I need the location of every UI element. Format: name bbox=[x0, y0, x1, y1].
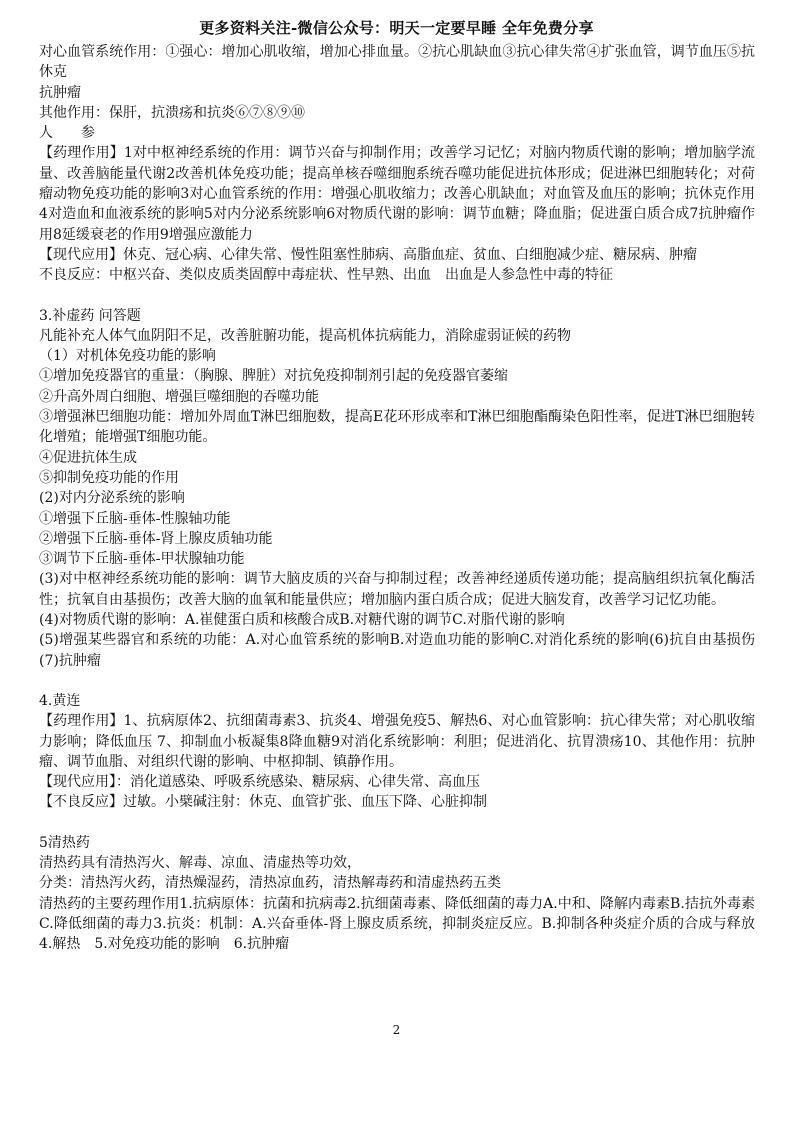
paragraph-gap bbox=[39, 813, 755, 833]
text-line: ③增强淋巴细胞功能：增加外周血T淋巴细胞数，提高E花环形成率和T淋巴细胞酯酶染色阳性率，促进T淋巴细胞转化增殖；能增强T细胞功能。 bbox=[39, 409, 755, 446]
text-line: 【药理作用】1、抗病原体2、抗细菌毒素3、抗炎4、增强免疫5、解热6、对心血管影响：抗心律失常；对心肌收缩力影响；降低血压 7、抑制血小板凝集8降血糖9对消化系统影响：利胆；促进消化、抗胃溃疡10、其他作用：抗肿瘤、调节血脂、对组织代谢的影响、中枢抑制、镇静作用。 bbox=[39, 713, 755, 770]
text-line: 对心血管系统作用：①强心：增加心肌收缩，增加心排血量。②抗心肌缺血③抗心律失常④扩张血管，调节血压⑤抗休克 bbox=[39, 44, 755, 81]
text-line: ④促进抗体生成 bbox=[39, 449, 137, 466]
text-line: 【药理作用】1对中枢神经系统的作用：调节兴奋与抑制作用；改善学习记忆；对脑内物质代谢的影响；增加脑学流量、改善脑能量代谢2改善机体免疫功能；提高单核吞噬细胞系统吞噬功能促进抗体形成；促进淋巴细胞转化；对荷瘤动物免疫功能的影响3对心血管系统的作用：增强心肌收缩力；改善心肌缺血；对血管及血压的影响；抗休克作用4对造血和血液系统的影响5对内分泌系统影响6对物质代谢的影响：调节血糖；降血脂；促进蛋白质合成7抗肿瘤作用8延缓衰老的作用9增强应激能力 bbox=[39, 145, 755, 243]
text-line: 4.黄连 bbox=[39, 692, 81, 709]
page-number: 2 bbox=[392, 1023, 401, 1037]
text-line: 3.补虚药 问答题 bbox=[39, 307, 141, 324]
paragraph-gap bbox=[39, 286, 755, 306]
text-line: 分类：清热泻火药，清热燥湿药，清热凉血药，清热解毒药和清虚热药五类 bbox=[39, 875, 501, 892]
text-line: (2)对内分泌系统的影响 bbox=[39, 490, 185, 507]
text-line: 【现代应用】：消化道感染、呼吸系统感染、糖尿病、心律失常、高血压 bbox=[39, 774, 480, 791]
text-line: 5清热药 bbox=[39, 834, 90, 851]
text-line: 清热药的主要药理作用1.抗病原体：抗菌和抗病毒2.抗细菌毒素、降低细菌的毒力A.中和、降解内毒素B.拮抗外毒素C.降低细菌的毒力3.抗炎：机制：A.兴奋垂体-肾上腺皮质系统，抑制炎症反应。B.抑制各种炎症介质的合成与释放 4.解热 5.对免疫功能的影响 6.抗肿瘤 bbox=[39, 895, 769, 953]
paragraph-gap bbox=[39, 671, 755, 691]
text-line: ②升高外周白细胞、增强巨噬细胞的吞噬功能 bbox=[39, 388, 319, 405]
text-line: 抗肿瘤 bbox=[39, 84, 81, 101]
text-line: 清热药具有清热泻火、解毒、凉血、清虚热等功效， bbox=[39, 854, 361, 871]
text-line: (3)对中枢神经系统功能的影响：调节大脑皮质的兴奋与抑制过程；改善神经递质传递功能；提高脑组织抗氧化酶活性；抗氧自由基损伤；改善大脑的血氧和能量供应；增加脑内蛋白质合成；促进大脑发育，改善学习记忆功能。 bbox=[39, 571, 755, 608]
text-line: 凡能补充人体气血阴阳不足，改善脏腑功能，提高机体抗病能力，消除虚弱证候的药物 bbox=[39, 327, 571, 344]
text-line: 【不良反应】过敏。小檗碱注射：休克、血管扩张、血压下降、心脏抑制 bbox=[39, 794, 487, 811]
text-line: ⑤抑制免疫功能的作用 bbox=[39, 469, 179, 486]
text-line: ②增强下丘脑-垂体-肾上腺皮质轴功能 bbox=[39, 530, 273, 547]
text-line: ③调节下丘脑-垂体-甲状腺轴功能 bbox=[39, 551, 245, 568]
text-line: ①增强下丘脑-垂体-性腺轴功能 bbox=[39, 510, 231, 527]
text-line: (5)增强某些器官和系统的功能：A.对心血管系统的影响B.对造血功能的影响C.对消化系统的影响(6)抗自由基损伤(7)抗肿瘤 bbox=[39, 632, 755, 669]
text-line: 人 参 bbox=[39, 125, 95, 142]
text-line: 【现代应用】休克、冠心病、心律失常、慢性阻塞性肺病、高脂血症、贫血、白细胞减少症、糖尿病、肿瘤 bbox=[39, 246, 697, 263]
text-line: （1）对机体免疫功能的影响 bbox=[39, 348, 216, 365]
page-header: 更多资料关注-微信公众号：明天一定要早睡 全年免费分享 bbox=[199, 19, 594, 37]
document-body bbox=[39, 42, 769, 954]
text-line: (4)对物质代谢的影响：A.崔健蛋白质和核酸合成B.对糖代谢的调节C.对脂代谢的影响 bbox=[39, 612, 565, 629]
text-line: 其他作用：保肝，抗溃疡和抗炎⑥⑦⑧⑨⑩ bbox=[39, 104, 305, 121]
text-line: 不良反应：中枢兴奋、类似皮质类固醇中毒症状、性早熟、出血 出血是人参急性中毒的特征 bbox=[39, 267, 613, 284]
text-line: ①增加免疫器官的重量：（胸腺、脾脏）对抗免疫抑制剂引起的免疫器官萎缩 bbox=[39, 368, 508, 385]
